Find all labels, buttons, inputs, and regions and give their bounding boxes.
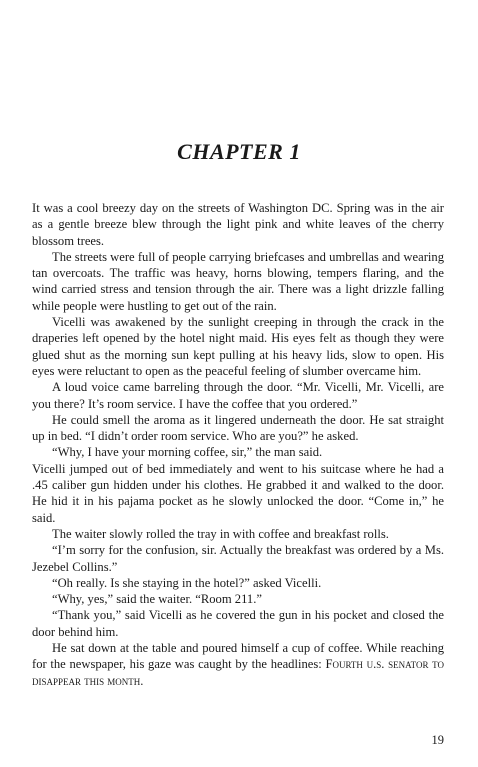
paragraph: The waiter slowly rolled the tray in with coffee and breakfast rolls.: [52, 526, 389, 541]
paragraph: A loud voice came barreling through the door. “Mr. Vicelli, Mr. Vicelli, are you there? It’s room service. I have the coffee that you ordered.”: [32, 380, 444, 411]
body-text: [32, 200, 444, 689]
paragraph: “I’m sorry for the confusion, sir. Actually the breakfast was ordered by a Ms. Jezebel Collins.”: [32, 543, 444, 574]
newspaper-headline: Fourth u.s. senator to disappear this month.: [32, 657, 444, 688]
paragraph: “Thank you,” said Vicelli as he covered the gun in his pocket and closed the door behind him.: [32, 608, 444, 639]
paragraph-with-headline: [32, 640, 444, 689]
paragraph: “Why, yes,” said the waiter. “Room 211.”: [52, 592, 262, 607]
paragraph: It was a cool breezy day on the streets of Washington DC. Spring was in the air as a gentle breeze blew through the light pink and white leaves of the cherry blossom trees.: [32, 201, 444, 248]
chapter-title: CHAPTER 1: [177, 139, 301, 164]
paragraph: “Oh really. Is she staying in the hotel?” asked Vicelli.: [52, 575, 322, 590]
paragraph: Vicelli was awakened by the sunlight creeping in through the crack in the draperies left opened by the hotel night maid. His eyes felt as though they were glued shut as the morning sun kept pulling at his heavy lids, slow to open. His eyes were reluctant to open as the peaceful feeling of slumber overcame him.: [32, 315, 444, 378]
paragraph: He could smell the aroma as it lingered underneath the door. He sat straight up in bed. “I didn’t order room service. Who are you?” he asked.: [32, 412, 444, 444]
paragraph: “Why, I have your morning coffee, sir,” the man said.: [52, 445, 323, 460]
page-number: 19: [431, 733, 444, 747]
paragraph-text: He sat down at the table and poured himself a cup of coffee. While reaching for the newspaper, his gaze was caught by the headlines:: [32, 641, 444, 672]
paragraph: The streets were full of people carrying briefcases and umbrellas and wearing tan overcoats. The traffic was heavy, horns blowing, tempers flaring, and the wind carried stress and tension through the air. There was a light drizzle falling while people were hustling to get out of the rain.: [32, 249, 444, 313]
paragraph: Vicelli jumped out of bed immediately and went to his suitcase where he had a .45 caliber gun hidden under his clothes. He grabbed it and walked to the door. He hid it in his pajama pocket as he slowly unlocked the door. “Come in,” he said.: [32, 461, 444, 525]
